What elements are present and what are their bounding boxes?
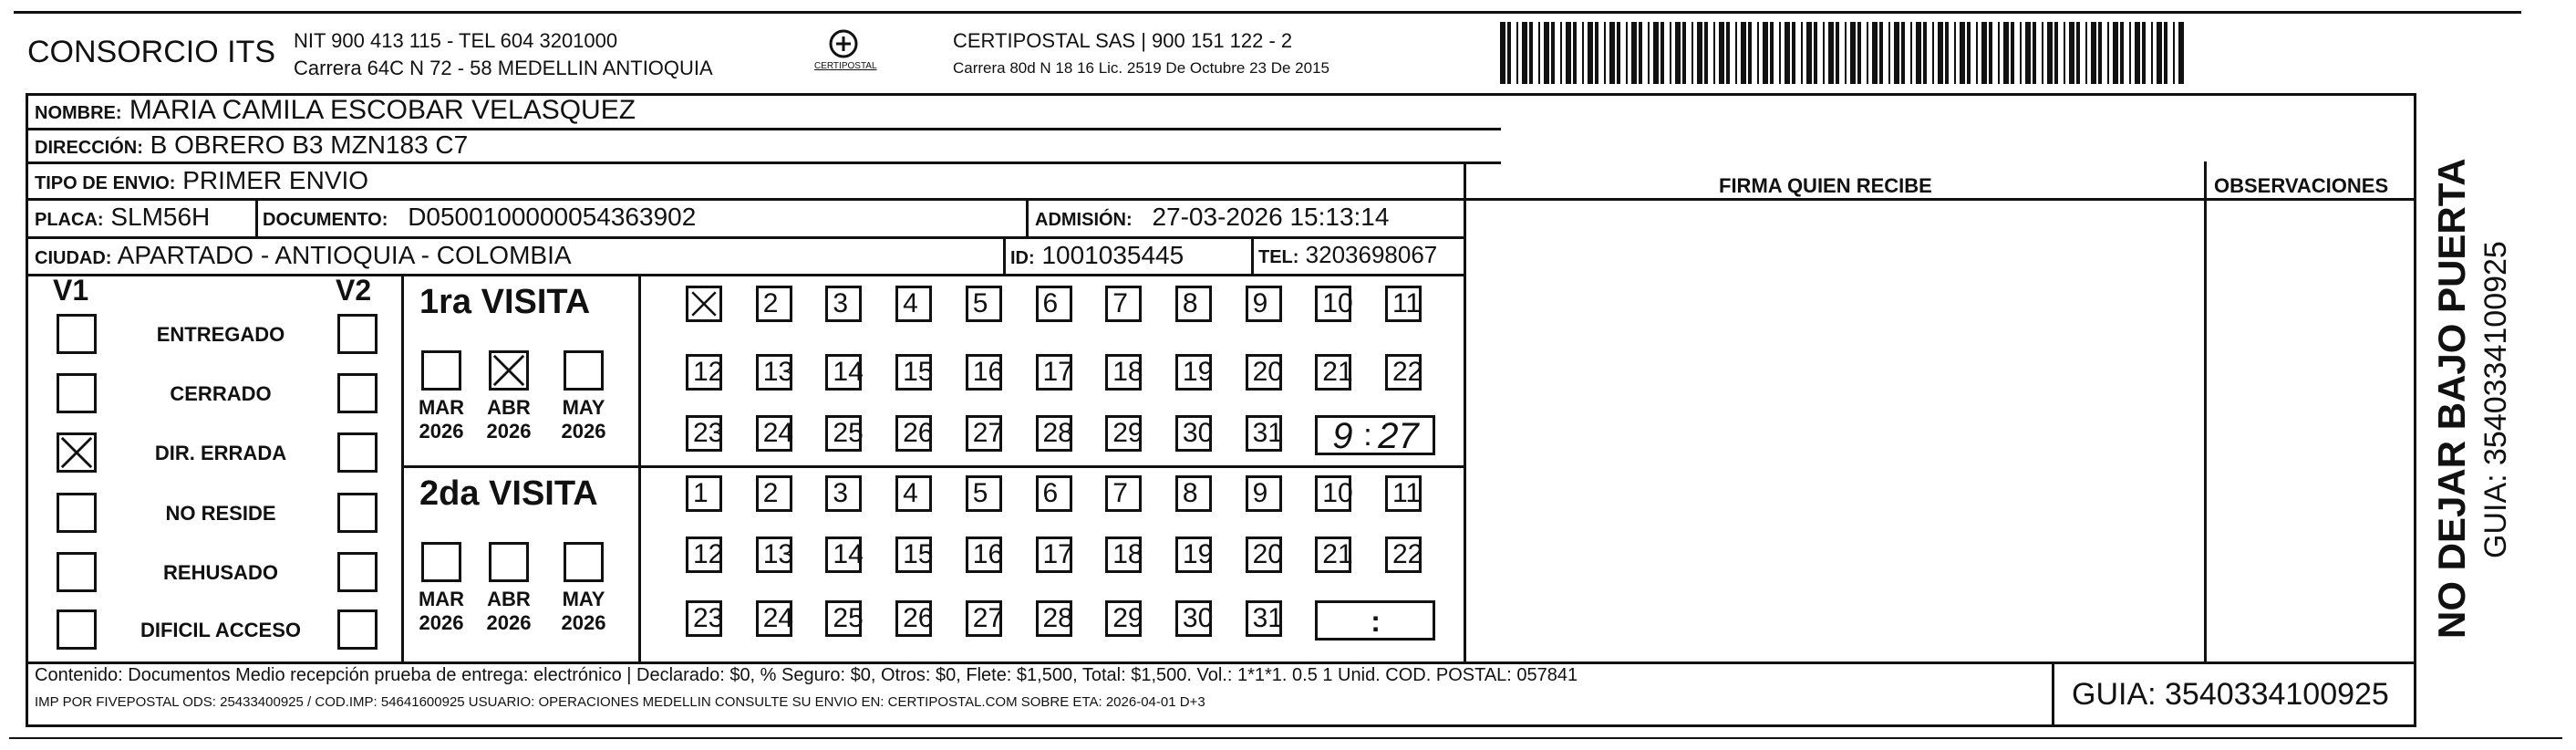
visit1-day-23[interactable]: 23 (686, 415, 722, 452)
visit2-day-16[interactable]: 16 (966, 536, 1002, 573)
v2-checkbox-1[interactable] (337, 314, 378, 354)
v1-header: V1 (53, 274, 89, 307)
footer-impresion: IMP POR FIVEPOSTAL ODS: 25433400925 / COD.IMP: 54641600925 USUARIO: OPERACIONES MEDELLIN CONSULTE SU ENVIO EN: CERTIPOSTAL.COM SOBRE ETA: 2026-04-01 D+3 (35, 694, 1205, 710)
nombre-row (35, 97, 636, 124)
tel-value: 3203698067 (1305, 241, 1438, 268)
footer-contenido: Contenido: Documentos Medio recepción prueba de entrega: electrónico | Declarado: $0, % Seguro: $0, Otros: $0, Flete: $1,500, Total: $1,500. Vol.: 1*1*1. 0.5 1 Unid. COD. POSTAL: 057841 (35, 665, 1578, 685)
placa-value: SLM56H (110, 203, 211, 231)
visit2-day-25[interactable]: 25 (825, 600, 862, 637)
visit2-day-23[interactable]: 23 (686, 600, 722, 637)
visit2-day-6[interactable]: 6 (1036, 475, 1072, 512)
visit1-day-8[interactable]: 8 (1175, 286, 1212, 322)
id-label: ID: (1010, 248, 1035, 268)
ciudad-value: APARTADO - ANTIOQUIA - COLOMBIA (117, 241, 572, 269)
footer-guia: GUIA: 3540334100925 (2072, 677, 2389, 712)
visit2-month-label: ABR (487, 588, 531, 610)
time-sep: : (1363, 418, 1372, 453)
visit1-day-26[interactable]: 26 (895, 415, 932, 452)
company-address: Carrera 64C N 72 - 58 MEDELLIN ANTIOQUIA (294, 57, 713, 79)
side-guia: GUIA: 3540334100925 (2478, 241, 2513, 558)
visit2-day-19[interactable]: 19 (1175, 536, 1212, 573)
documento-label: DOCUMENTO: (263, 210, 388, 230)
status-label: CERRADO (170, 382, 272, 405)
nombre-label: NOMBRE: (35, 103, 122, 123)
visit2-day-24[interactable]: 24 (756, 600, 792, 637)
visit1-day-13[interactable]: 13 (756, 354, 792, 391)
tel-label: TEL: (1258, 247, 1299, 267)
visit1-day-11[interactable]: 11 (1385, 286, 1422, 322)
v2-checkbox-6[interactable] (337, 609, 378, 650)
visit2-year-label: 2026 (419, 611, 464, 634)
ciudad-label: CIUDAD: (35, 248, 112, 268)
id-row (1010, 243, 1184, 268)
visit1-day-17[interactable]: 17 (1036, 354, 1072, 391)
v2-checkbox-5[interactable] (337, 552, 378, 592)
visit1-day-19[interactable]: 19 (1175, 354, 1212, 391)
company-name: CONSORCIO ITS (27, 35, 276, 69)
visit1-year-label: 2026 (561, 420, 606, 443)
status-label: ENTREGADO (156, 323, 285, 346)
tel-row (1258, 243, 1437, 266)
visit2-day-30[interactable]: 30 (1175, 600, 1212, 637)
visit2-day-2[interactable]: 2 (756, 475, 792, 512)
admision-value: 27-03-2026 15:13:14 (1152, 203, 1390, 231)
visit2-day-11[interactable]: 11 (1385, 475, 1422, 512)
visit1-day-29[interactable]: 29 (1105, 415, 1142, 452)
visit1-day-6[interactable]: 6 (1036, 286, 1072, 322)
v1-checkbox-1[interactable] (57, 314, 97, 354)
visit2-day-28[interactable]: 28 (1036, 600, 1072, 637)
v1-checkbox-6[interactable] (57, 609, 97, 650)
visit2-day-1[interactable]: 1 (686, 475, 722, 512)
visit2-day-4[interactable]: 4 (895, 475, 932, 512)
status-label: REHUSADO (163, 561, 278, 584)
visit1-day-31[interactable]: 31 (1246, 415, 1282, 452)
visit1-day-2[interactable]: 2 (756, 286, 792, 322)
courier-name: CERTIPOSTAL SAS | 900 151 122 - 2 (953, 29, 1293, 52)
visit1-day-20[interactable]: 20 (1246, 354, 1282, 391)
visit1-day-28[interactable]: 28 (1036, 415, 1072, 452)
visit1-day-25[interactable]: 25 (825, 415, 862, 452)
time-min: 27 (1378, 416, 1419, 456)
visit2-day-9[interactable]: 9 (1246, 475, 1282, 512)
direccion-row (35, 132, 468, 158)
v2-checkbox-4[interactable] (337, 493, 378, 533)
v1-checkbox-4[interactable] (57, 493, 97, 533)
visit1-month-checkbox-mar[interactable] (421, 350, 461, 391)
company-nit: NIT 900 413 115 - TEL 604 3201000 (294, 29, 618, 52)
visit2-month-label: MAY (562, 588, 605, 610)
visit1-month-label: MAR (418, 396, 465, 419)
documento-row (263, 204, 696, 230)
visit1-day-7[interactable]: 7 (1105, 286, 1142, 322)
visit1-month-checkbox-abr[interactable] (489, 350, 529, 391)
visit2-title: 2da VISITA (419, 474, 598, 513)
courier-address: Carrera 80d N 18 16 Lic. 2519 De Octubre 23 De 2015 (953, 59, 1329, 77)
visit2-day-15[interactable]: 15 (895, 536, 932, 573)
visit2-day-17[interactable]: 17 (1036, 536, 1072, 573)
observaciones-header: OBSERVACIONES (2214, 174, 2389, 197)
visit2-year-label: 2026 (486, 611, 532, 634)
direccion-value: B OBRERO B3 MZN183 C7 (150, 130, 469, 159)
visit2-day-12[interactable]: 12 (686, 536, 722, 573)
time-hour: 9 (1332, 416, 1353, 456)
v1-checkbox-2[interactable] (57, 373, 97, 413)
barcode (1500, 22, 2184, 84)
nombre-value: MARIA CAMILA ESCOBAR VELASQUEZ (129, 95, 636, 125)
visit1-day-30[interactable]: 30 (1175, 415, 1212, 452)
visit2-day-31[interactable]: 31 (1246, 600, 1282, 637)
time-sep: : (1371, 605, 1381, 638)
visit2-time-box[interactable] (1315, 600, 1435, 641)
tipo-value: PRIMER ENVIO (182, 166, 369, 194)
visit2-day-29[interactable]: 29 (1105, 600, 1142, 637)
visit2-day-3[interactable]: 3 (825, 475, 862, 512)
visit2-day-13[interactable]: 13 (756, 536, 792, 573)
visit1-day-12[interactable]: 12 (686, 354, 722, 391)
main-frame (26, 93, 2416, 727)
visit1-month-label: ABR (487, 396, 531, 419)
visit1-title: 1ra VISITA (419, 283, 591, 321)
visit1-day-3[interactable]: 3 (825, 286, 862, 322)
v1-checkbox-5[interactable] (57, 552, 97, 592)
visit2-day-7[interactable]: 7 (1105, 475, 1142, 512)
tipo-label: TIPO DE ENVIO: (35, 173, 176, 193)
visit1-month-checkbox-may[interactable] (564, 350, 604, 391)
visit1-day-24[interactable]: 24 (756, 415, 792, 452)
visit1-day-9[interactable]: 9 (1246, 286, 1282, 322)
visit2-month-label: MAR (418, 588, 465, 610)
admision-row (1035, 204, 1389, 230)
visit2-day-18[interactable]: 18 (1105, 536, 1142, 573)
visit2-day-21[interactable]: 21 (1315, 536, 1351, 573)
visit2-month-checkbox-may[interactable] (564, 542, 604, 582)
v2-checkbox-3[interactable] (337, 432, 378, 473)
firma-header: FIRMA QUIEN RECIBE (1719, 174, 1932, 197)
visit2-day-10[interactable]: 10 (1315, 475, 1351, 512)
visit1-day-22[interactable]: 22 (1385, 354, 1422, 391)
visit2-day-14[interactable]: 14 (825, 536, 862, 573)
visit1-month-label: MAY (562, 396, 605, 419)
visit1-day-27[interactable]: 27 (966, 415, 1002, 452)
status-label: NO RESIDE (165, 502, 276, 525)
visit2-day-20[interactable]: 20 (1246, 536, 1282, 573)
visit2-month-checkbox-mar[interactable] (421, 542, 461, 582)
visit1-year-label: 2026 (419, 420, 464, 443)
visit2-year-label: 2026 (561, 611, 606, 634)
side-warning: NO DEJAR BAJO PUERTA (2430, 158, 2473, 639)
visit1-day-14[interactable]: 14 (825, 354, 862, 391)
visit2-month-checkbox-abr[interactable] (489, 542, 529, 582)
visit2-day-8[interactable]: 8 (1175, 475, 1212, 512)
visit2-day-5[interactable]: 5 (966, 475, 1002, 512)
visit1-time-box[interactable] (1315, 415, 1435, 455)
visit1-day-4[interactable]: 4 (895, 286, 932, 322)
ciudad-row (35, 243, 572, 268)
visit1-day-18[interactable]: 18 (1105, 354, 1142, 391)
direccion-label: DIRECCIÓN: (35, 138, 143, 158)
placa-row (35, 204, 210, 230)
visit2-day-27[interactable]: 27 (966, 600, 1002, 637)
visit1-day-21[interactable]: 21 (1315, 354, 1351, 391)
placa-label: PLACA: (35, 210, 104, 230)
v2-header: V2 (336, 274, 372, 307)
visit1-day-1[interactable] (686, 286, 722, 322)
visit2-day-22[interactable]: 22 (1385, 536, 1422, 573)
v2-checkbox-2[interactable] (337, 373, 378, 413)
certipostal-logo: CERTIPOSTAL (812, 27, 875, 78)
admision-label: ADMISIÓN: (1035, 210, 1133, 230)
visit2-day-26[interactable]: 26 (895, 600, 932, 637)
v1-checkbox-3[interactable] (57, 432, 97, 473)
documento-value: D0500100000054363902 (408, 203, 697, 231)
visit1-day-15[interactable]: 15 (895, 354, 932, 391)
visit1-year-label: 2026 (486, 420, 532, 443)
visit1-day-10[interactable]: 10 (1315, 286, 1351, 322)
status-label: DIFICIL ACCESO (140, 619, 301, 641)
id-value: 1001035445 (1041, 241, 1185, 269)
status-label: DIR. ERRADA (154, 442, 287, 464)
tipo-row (35, 168, 368, 193)
visit1-day-5[interactable]: 5 (966, 286, 1002, 322)
visit1-day-16[interactable]: 16 (966, 354, 1002, 391)
